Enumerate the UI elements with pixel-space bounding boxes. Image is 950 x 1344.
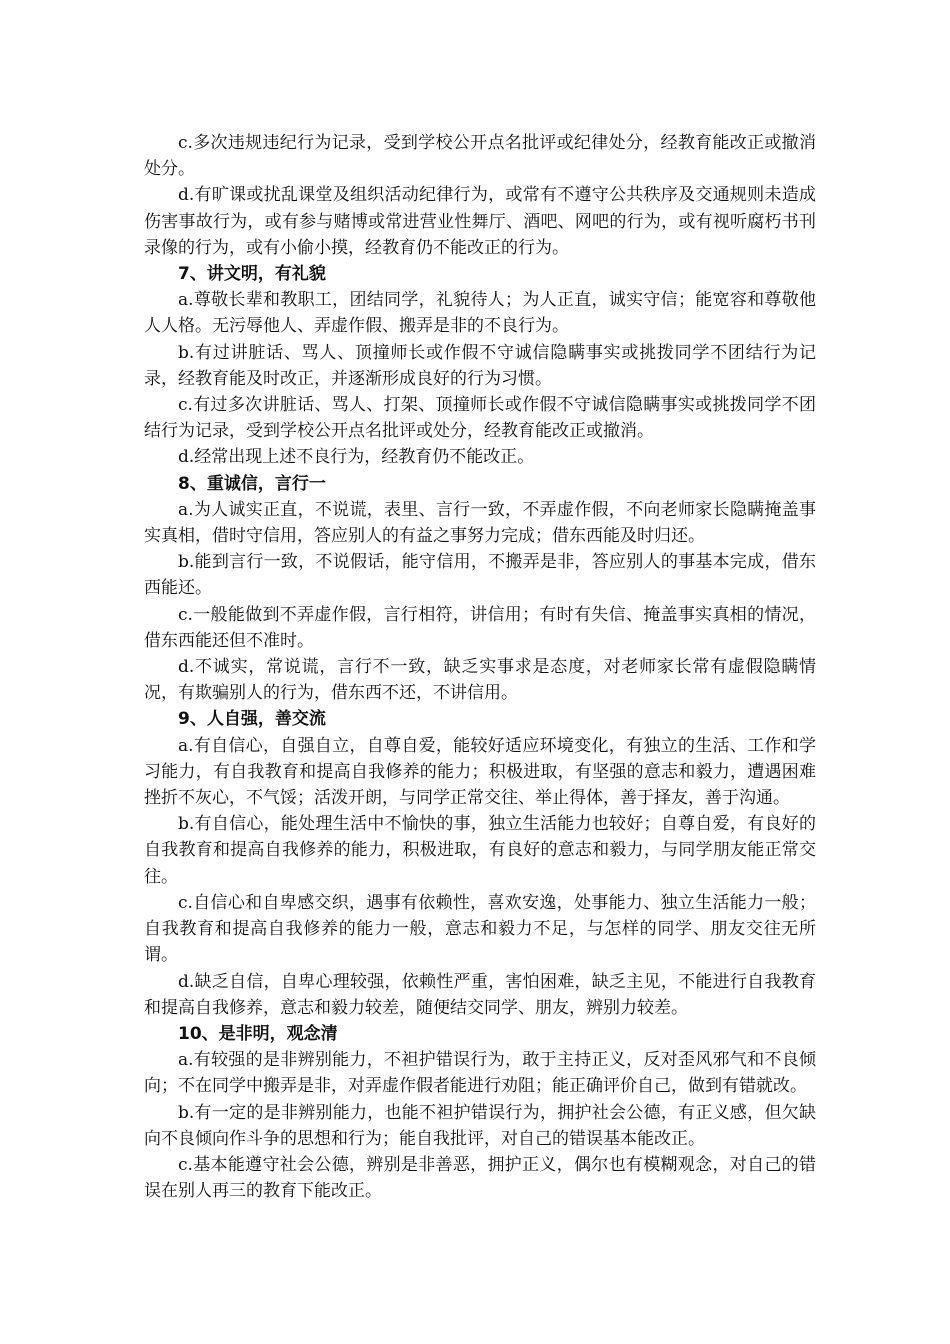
paragraph-item-d: d.有旷课或扰乱课堂及组织活动纪律行为，或常有不遵守公共秩序及交通规则未造成伤害事故行为，或有参与赌博或常进营业性舞厅、酒吧、网吧的行为，或有视听腐朽书刊录像的行为，或有小偷小摸，经教育仍不能改正的行为。 — [144, 185, 816, 258]
paragraph-item-b: b.有一定的是非辨别能力，也能不袒护错误行为，拥护社会公德，有正义感，但欠缺向不良倾向作斗争的思想和行为；能自我批评，对自己的错误基本能改正。 — [144, 1102, 816, 1149]
paragraph-item-a: a.有较强的是非辨别能力，不袒护错误行为，敢于主持正义，反对歪风邪气和不良倾向；不在同学中搬弄是非，对弄虚作假者能进行劝阻；能正确评价自己，做到有错就改。 — [144, 1050, 816, 1097]
paragraph-item-c: c.有过多次讲脏话、骂人、打架、顶撞师长或作假不守诚信隐瞒事实或挑拨同学不团结行为记录，受到学校公开点名批评或处分，经教育能改正或撤消。 — [144, 395, 816, 442]
section-heading-10: 10、是非明，观念清 — [178, 1023, 338, 1044]
paragraph-item-d: d.不诚实，常说谎，言行不一致，缺乏实事求是态度，对老师家长常有虚假隐瞒情况，有欺骗别人的行为，借东西不还，不讲信用。 — [144, 657, 816, 704]
paragraph-item-c: c.基本能遵守社会公德，辨别是非善恶，拥护正义，偶尔也有模糊观念，对自己的错误在别人再三的教育下能改正。 — [144, 1154, 816, 1202]
paragraph-item-c: c.自信心和自卑感交织，遇事有依赖性，喜欢安逸，处事能力、独立生活能力一般；自我教育和提高自我修养的能力一般，意志和毅力不足，与怎样的同学、朋友交往无所谓。 — [144, 892, 816, 966]
document-body — [144, 130, 816, 1204]
paragraph-item-b: b.有过讲脏话、骂人、顶撞师长或作假不守诚信隐瞒事实或挑拨同学不团结行为记录，经教育能及时改正，并逐渐形成良好的行为习惯。 — [144, 342, 816, 389]
paragraph-item-c: c.一般能做到不弄虚作假，言行相符，讲信用；有时有失信、掩盖事实真相的情况，借东西能还但不准时。 — [144, 604, 816, 651]
paragraph-item-a: a.有自信心，自强自立，自尊自爱，能较好适应环境变化，有独立的生活、工作和学习能力，有自我教育和提高自我修养的能力；积极进取，有坚强的意志和毅力，遭遇困难挫折不灰心，不气馁；活泼开朗，与同学正常交往、举止得体，善于择友，善于沟通。 — [144, 735, 816, 809]
paragraph-item-d: d.缺乏自信，自卑心理较强，依赖性严重，害怕困难，缺乏主见，不能进行自我教育和提高自我修养，意志和毅力较差，随便结交同学、朋友，辨别力较差。 — [144, 971, 816, 1018]
section-heading-8: 8、重诚信，言行一 — [178, 473, 326, 494]
paragraph-item-b: b.有自信心，能处理生活中不愉快的事，独立生活能力也较好；自尊自爱，有良好的自我教育和提高自我修养的能力，积极进取，有良好的意志和毅力，与同学朋友能正常交往。 — [144, 814, 816, 887]
paragraph-item-a: a.为人诚实正直，不说谎，表里、言行一致，不弄虚作假，不向老师家长隐瞒掩盖事实真相，借时守信用，答应别人的有益之事努力完成；借东西能及时归还。 — [144, 499, 816, 547]
paragraph-item-a: a.尊敬长辈和教职工，团结同学，礼貌待人；为人正直，诚实守信；能宽容和尊敬他人人格。无污辱他人、弄虚作假、搬弄是非的不良行为。 — [144, 290, 816, 337]
paragraph-item-c: c.多次违规违纪行为记录，受到学校公开点名批评或纪律处分，经教育能改正或撤消处分。 — [144, 133, 816, 180]
paragraph-item-d: d.经常出现上述不良行为，经教育仍不能改正。 — [178, 447, 535, 468]
section-heading-7: 7、讲文明，有礼貌 — [178, 264, 326, 285]
section-heading-9: 9、人自强，善交流 — [178, 709, 326, 730]
paragraph-item-b: b.能到言行一致，不说假话，能守信用，不搬弄是非，答应别人的事基本完成，借东西能还。 — [144, 552, 816, 599]
